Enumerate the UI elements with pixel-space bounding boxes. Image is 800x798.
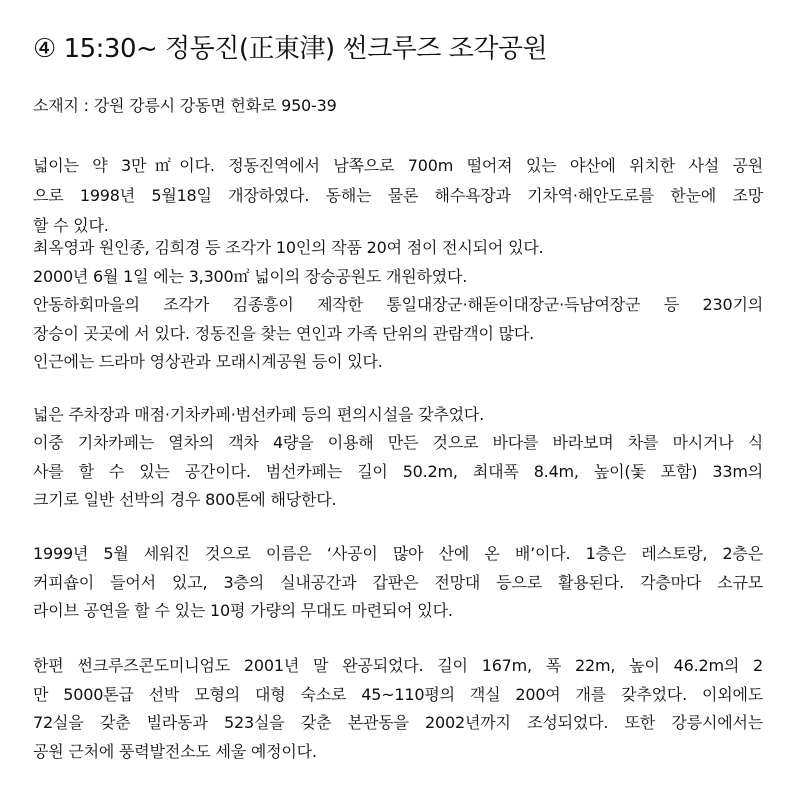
paragraph-3-line-3: 라이브 공연을 할 수 있는 10평 가량의 무대도 마련되어 있다.: [33, 601, 453, 620]
paragraph-1-line-5: 2000년 6월 1일 에는 3,300㎡ 넓이의 장승공원도 개원하였다.: [33, 267, 468, 286]
paragraph-3-line-2: 커피숍이 들어서 있고, 3층의 실내공간과 갑판은 전망대 등으로 활용된다. 각층마다 소규모: [33, 573, 763, 592]
paragraph-1-line-8: 인근에는 드라마 영상관과 모래시계공원 등이 있다.: [33, 352, 383, 371]
paragraph-1-line-3: 할 수 있다.: [33, 216, 109, 235]
paragraph-4-line-2: 만 5000톤급 선박 모형의 대형 숙소로 45~110평의 객실 200여 개를 갖추었다. 이외에도: [33, 685, 763, 704]
paragraph-4-line-3: 72실을 갖춘 빌라동과 523실을 갖춘 본관동을 2002년까지 조성되었다. 또한 강릉시에서는: [33, 713, 763, 732]
paragraph-2-line-2: 이중 기차카페는 열차의 객차 4량을 이용해 만든 것으로 바다를 바라보며 차를 마시거나 식: [33, 433, 763, 452]
page-title: ④ 15:30~ 정동진(正東津) 썬크루즈 조각공원: [33, 34, 548, 64]
address-line: 소재지 : 강원 강릉시 강동면 헌화로 950-39: [33, 96, 337, 115]
paragraph-1-line-1: 넓이는 약 3만㎡이다. 정동진역에서 남쪽으로 700m 떨어져 있는 야산에 위치한 사설 공원: [33, 156, 763, 175]
paragraph-4-line-1: 한편 썬크루즈콘도미니엄도 2001년 말 완공되었다. 길이 167m, 폭 22m, 높이 46.2m의 2: [33, 656, 763, 675]
paragraph-1-line-4: 최옥영과 원인종, 김희경 등 조각가 10인의 작품 20여 점이 전시되어 있다.: [33, 238, 544, 257]
paragraph-1-line-6: 안동하회마을의 조각가 김종흥이 제작한 통일대장군·해돋이대장군·득남여장군 등 230기의: [33, 295, 763, 314]
paragraph-3-line-1: 1999년 5월 세워진 것으로 이름은 ‘사공이 많아 산에 온 배’이다. 1층은 레스토랑, 2층은: [33, 544, 763, 563]
paragraph-4-line-4: 공원 근처에 풍력발전소도 세울 예정이다.: [33, 742, 317, 761]
paragraph-2-line-3: 사를 할 수 있는 공간이다. 범선카페는 길이 50.2m, 최대폭 8.4m, 높이(돛 포함) 33m의: [33, 462, 763, 481]
paragraph-1-line-7: 장승이 곳곳에 서 있다. 정동진을 찾는 연인과 가족 단위의 관람객이 많다.: [33, 324, 535, 343]
paragraph-2-line-4: 크기로 일반 선박의 경우 800톤에 해당한다.: [33, 490, 337, 509]
paragraph-2-line-1: 넓은 주차장과 매점·기차카페·범선카페 등의 편의시설을 갖추었다.: [33, 405, 485, 424]
paragraph-1-line-2: 으로 1998년 5월18일 개장하였다. 동해는 물론 해수욕장과 기차역·해안도로를 한눈에 조망: [33, 186, 763, 205]
